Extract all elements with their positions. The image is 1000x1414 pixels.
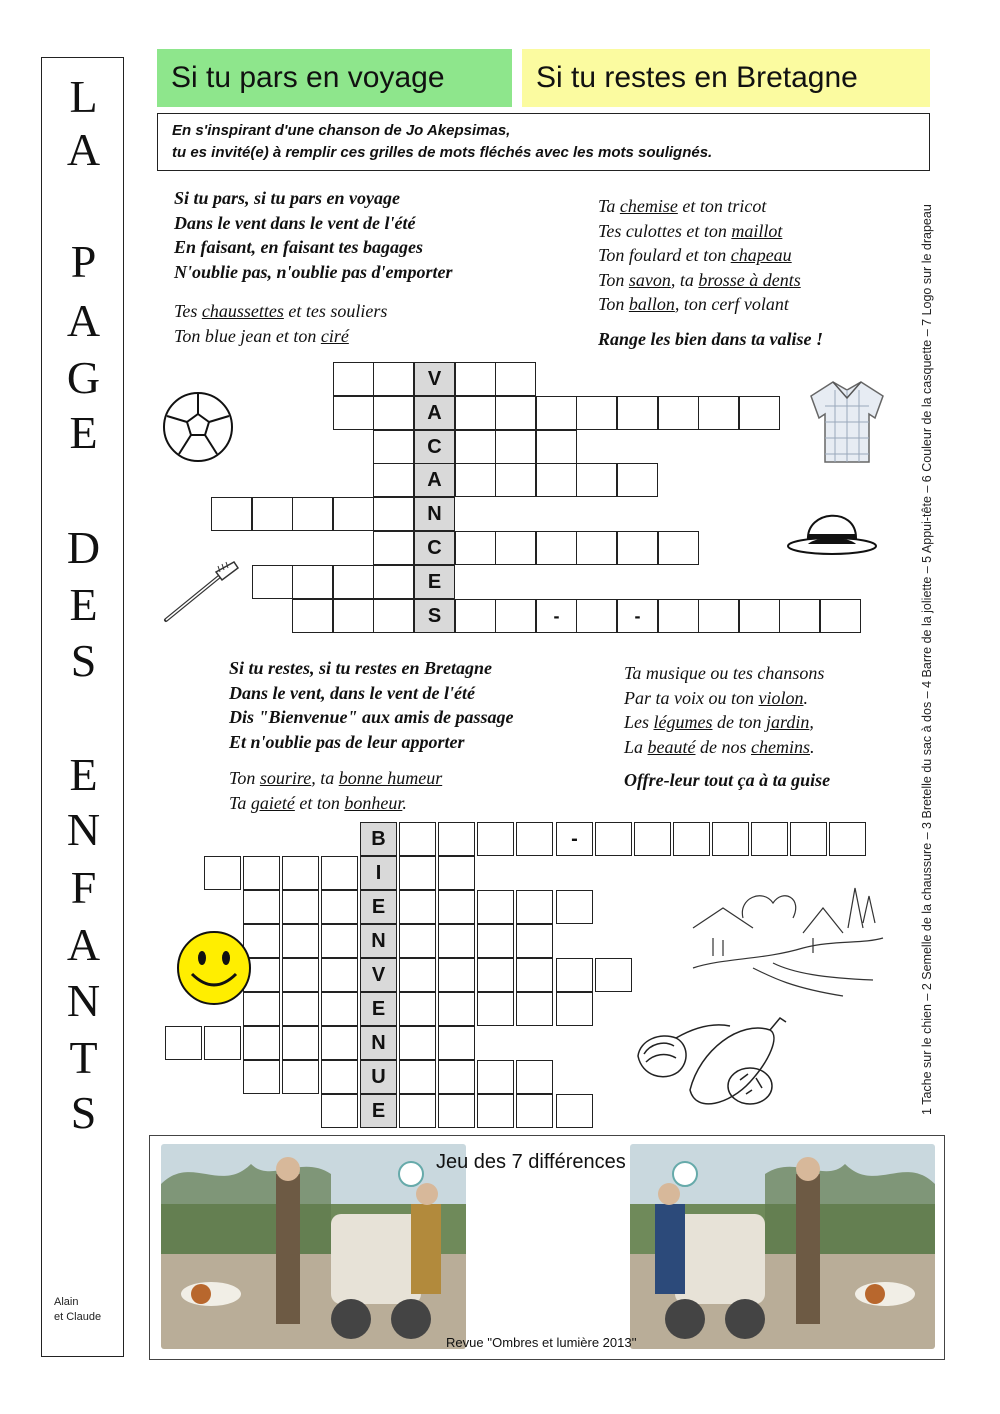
title-letter: G bbox=[66, 352, 101, 403]
photo-left bbox=[161, 1144, 466, 1349]
grid-cell[interactable] bbox=[333, 599, 374, 633]
poem-line: Par ta voix ou ton violon. bbox=[624, 687, 808, 708]
poem-line: Dans le vent, dans le vent de l'été bbox=[229, 682, 475, 703]
grid-cell[interactable] bbox=[243, 890, 280, 924]
grid-cell[interactable] bbox=[373, 362, 414, 396]
grid-cell[interactable] bbox=[790, 822, 827, 856]
grid-cell[interactable] bbox=[495, 430, 536, 464]
grid-cell[interactable] bbox=[438, 924, 475, 958]
vegetables-icon bbox=[630, 1010, 800, 1120]
photo-right-scene bbox=[630, 1144, 935, 1349]
grid-cell[interactable] bbox=[204, 1026, 241, 1060]
keyword-cell: E bbox=[360, 1094, 397, 1128]
grid-cell[interactable] bbox=[204, 856, 241, 890]
title-letter: A bbox=[66, 124, 101, 175]
smiley-icon bbox=[174, 930, 254, 1006]
grid-cell[interactable] bbox=[516, 1094, 553, 1128]
keyword-cell: E bbox=[360, 992, 397, 1026]
poem-line: Ton ballon, ton cerf volant bbox=[598, 294, 789, 314]
grid-cell[interactable] bbox=[399, 958, 436, 992]
keyword-cell: B bbox=[360, 822, 397, 856]
grid-cell[interactable] bbox=[282, 1026, 319, 1060]
poem-line: Si tu restes, si tu restes en Bretagne bbox=[229, 658, 493, 678]
grid-cell[interactable] bbox=[292, 497, 333, 531]
grid-cell[interactable] bbox=[321, 1094, 358, 1128]
grid-cell[interactable] bbox=[477, 1060, 514, 1094]
poem1-closing: Range les bien dans ta valise ! bbox=[598, 329, 824, 349]
grid-cell[interactable] bbox=[373, 565, 414, 599]
grid-cell[interactable] bbox=[779, 599, 820, 633]
grid-cell[interactable] bbox=[321, 992, 358, 1026]
grid-cell[interactable] bbox=[556, 890, 593, 924]
author-line: Alain bbox=[54, 1296, 79, 1308]
grid-cell[interactable] bbox=[399, 1060, 436, 1094]
poem-line: Ton foulard et ton chapeau bbox=[598, 245, 792, 265]
grid-cell[interactable] bbox=[495, 531, 536, 565]
grid-cell[interactable] bbox=[698, 396, 739, 430]
grid-cell[interactable] bbox=[455, 531, 496, 565]
grid-cell[interactable] bbox=[516, 992, 553, 1026]
grid-cell[interactable] bbox=[399, 822, 436, 856]
poem-line: Si tu pars, si tu pars en voyage bbox=[174, 188, 401, 208]
poem-line: Dans le vent dans le vent de l'été bbox=[174, 212, 416, 233]
poem-line: Ton sourire, ta bonne humeur bbox=[229, 768, 443, 788]
grid-cell[interactable] bbox=[673, 822, 710, 856]
poem-line: N'oublie pas, n'oublie pas d'emporter bbox=[174, 261, 453, 282]
grid-cell[interactable] bbox=[455, 430, 496, 464]
grid-cell[interactable] bbox=[321, 1026, 358, 1060]
grid-cell[interactable] bbox=[556, 1094, 593, 1128]
grid-cell[interactable] bbox=[495, 396, 536, 430]
grid-cell[interactable] bbox=[658, 396, 699, 430]
grid-cell[interactable] bbox=[438, 958, 475, 992]
poem2-stanza1 bbox=[229, 656, 514, 754]
grid-cell[interactable] bbox=[455, 599, 496, 633]
intro-line: tu es invité(e) à remplir ces grilles de mots fléchés avec les mots soulignés. bbox=[172, 144, 713, 161]
poem2-closing: Offre-leur tout ça à ta guise bbox=[624, 770, 831, 790]
grid-cell[interactable] bbox=[243, 1026, 280, 1060]
poem-line: Ton savon, ta brosse à dents bbox=[598, 269, 801, 290]
grid-cell[interactable] bbox=[438, 856, 475, 890]
keyword-cell: C bbox=[414, 430, 455, 464]
poem-line: Tes chaussettes et tes souliers bbox=[174, 301, 388, 321]
grid-cell[interactable] bbox=[455, 463, 496, 497]
title-letter: N bbox=[66, 804, 101, 855]
grid-cell[interactable] bbox=[243, 1060, 280, 1094]
title-letter: L bbox=[69, 71, 98, 122]
grid-cell[interactable] bbox=[252, 565, 293, 599]
author-line: et Claude bbox=[54, 1311, 102, 1323]
grid-cell[interactable] bbox=[399, 1026, 436, 1060]
title-letter: A bbox=[66, 919, 101, 970]
poem2-right bbox=[624, 661, 824, 759]
keyword-cell: N bbox=[414, 497, 455, 531]
title-letter: A bbox=[66, 295, 101, 346]
differences-answers: 1 Tache sur le chien – 2 Semelle de la chaussure – 3 Bretelle du sac à dos – 4 Barre de la joliette – 5 Appui-tête – 6 Couleur de la casquette – 7 Logo sur le drapeau bbox=[920, 204, 934, 1115]
header-right-title: Si tu restes en Bretagne bbox=[522, 49, 930, 107]
grid-cell[interactable] bbox=[739, 396, 780, 430]
grid-cell[interactable] bbox=[820, 599, 861, 633]
title-letter: E bbox=[69, 749, 98, 800]
shirt-icon bbox=[805, 376, 889, 466]
grid-cell[interactable] bbox=[477, 1094, 514, 1128]
grid-cell[interactable] bbox=[455, 396, 496, 430]
grid-cell[interactable] bbox=[658, 531, 699, 565]
grid-cell[interactable] bbox=[438, 1094, 475, 1128]
grid-cell[interactable] bbox=[617, 463, 658, 497]
poem-line: Ton blue jean et ton ciré bbox=[174, 325, 349, 346]
grid-cell[interactable] bbox=[438, 822, 475, 856]
grid-cell[interactable] bbox=[333, 497, 374, 531]
poem-line: La beauté de nos chemins. bbox=[624, 736, 815, 757]
keyword-cell: V bbox=[414, 362, 455, 396]
soccer-ball-icon bbox=[161, 390, 235, 464]
landscape-sketch-icon bbox=[683, 878, 888, 1003]
grid-cell[interactable] bbox=[292, 599, 333, 633]
grid-cell[interactable] bbox=[556, 992, 593, 1026]
grid-cell[interactable] bbox=[712, 822, 749, 856]
photo-right bbox=[630, 1144, 935, 1349]
title-letter: S bbox=[70, 1087, 97, 1138]
grid-cell[interactable] bbox=[698, 599, 739, 633]
keyword-cell: S bbox=[414, 599, 455, 633]
grid-cell[interactable] bbox=[536, 463, 577, 497]
grid-cell[interactable] bbox=[373, 497, 414, 531]
grid-cell[interactable] bbox=[282, 890, 319, 924]
grid-cell[interactable] bbox=[321, 958, 358, 992]
grid-cell[interactable] bbox=[576, 463, 617, 497]
intro-box bbox=[157, 113, 930, 171]
grid-cell[interactable] bbox=[399, 924, 436, 958]
grid-cell[interactable] bbox=[282, 992, 319, 1026]
title-letter: E bbox=[69, 579, 98, 630]
grid-cell[interactable] bbox=[165, 1026, 202, 1060]
grid-cell[interactable] bbox=[751, 822, 788, 856]
grid-cell[interactable] bbox=[282, 958, 319, 992]
grid-cell[interactable] bbox=[536, 396, 577, 430]
grid-cell[interactable] bbox=[399, 856, 436, 890]
grid-cell[interactable] bbox=[282, 1060, 319, 1094]
grid-cell[interactable] bbox=[477, 992, 514, 1026]
grid-cell[interactable] bbox=[399, 890, 436, 924]
grid-cell[interactable]: - bbox=[536, 599, 577, 633]
grid-cell[interactable] bbox=[516, 924, 553, 958]
grid-cell[interactable] bbox=[438, 992, 475, 1026]
keyword-cell: N bbox=[360, 924, 397, 958]
grid-cell[interactable] bbox=[595, 822, 632, 856]
grid-cell[interactable] bbox=[516, 958, 553, 992]
grid-cell[interactable] bbox=[477, 890, 514, 924]
keyword-cell: E bbox=[360, 890, 397, 924]
grid-cell[interactable] bbox=[373, 599, 414, 633]
keyword-cell: I bbox=[360, 856, 397, 890]
grid-cell[interactable] bbox=[739, 599, 780, 633]
grid-cell[interactable] bbox=[333, 565, 374, 599]
poem-line: Ta chemise et ton tricot bbox=[598, 196, 767, 216]
grid-cell[interactable] bbox=[333, 362, 374, 396]
keyword-cell: C bbox=[414, 531, 455, 565]
title-letter: F bbox=[70, 862, 97, 913]
grid-cell[interactable] bbox=[321, 856, 358, 890]
grid-cell[interactable] bbox=[477, 822, 514, 856]
poem-line: Dis "Bienvenue" aux amis de passage bbox=[229, 707, 514, 727]
keyword-cell: V bbox=[360, 958, 397, 992]
grid-cell[interactable] bbox=[658, 599, 699, 633]
poem-line: Tes culottes et ton maillot bbox=[598, 220, 783, 241]
grid-cell[interactable] bbox=[634, 822, 671, 856]
differences-caption: Revue ''Ombres et lumière 2013'' bbox=[446, 1335, 637, 1350]
grid-cell[interactable] bbox=[282, 856, 319, 890]
grid-cell[interactable] bbox=[321, 890, 358, 924]
grid-cell[interactable] bbox=[243, 856, 280, 890]
grid-cell[interactable] bbox=[438, 1060, 475, 1094]
photo-left-scene bbox=[161, 1144, 466, 1349]
grid-cell[interactable] bbox=[282, 924, 319, 958]
poem1-stanza2 bbox=[174, 299, 387, 348]
grid-cell[interactable] bbox=[617, 531, 658, 565]
grid-cell[interactable] bbox=[211, 497, 252, 531]
grid-cell[interactable] bbox=[495, 463, 536, 497]
grid-cell[interactable] bbox=[477, 958, 514, 992]
grid-cell[interactable] bbox=[373, 463, 414, 497]
grid-cell[interactable] bbox=[495, 362, 536, 396]
sidebar bbox=[41, 57, 124, 1357]
grid-cell[interactable]: - bbox=[556, 822, 593, 856]
grid-cell[interactable]: - bbox=[617, 599, 658, 633]
grid-cell[interactable] bbox=[576, 396, 617, 430]
poem2-stanza2 bbox=[229, 766, 442, 815]
poem-line: Et n'oublie pas de leur apporter bbox=[229, 731, 465, 752]
poem1-right bbox=[598, 194, 801, 317]
keyword-cell: U bbox=[360, 1060, 397, 1094]
grid-cell[interactable] bbox=[333, 396, 374, 430]
toothbrush-icon bbox=[160, 560, 240, 626]
differences-title: Jeu des 7 différences bbox=[436, 1151, 626, 1173]
grid-cell[interactable] bbox=[477, 924, 514, 958]
title-letter: D bbox=[66, 522, 101, 573]
intro-line: En s'inspirant d'une chanson de Jo Akepsimas, bbox=[172, 122, 511, 139]
grid-cell[interactable] bbox=[576, 599, 617, 633]
grid-cell[interactable] bbox=[495, 599, 536, 633]
poem1-stanza1 bbox=[174, 186, 453, 284]
grid-cell[interactable] bbox=[252, 497, 293, 531]
title-letter: N bbox=[66, 975, 101, 1026]
poem-line: Les légumes de ton jardin, bbox=[624, 712, 814, 732]
title-letter: E bbox=[69, 407, 98, 458]
grid-cell[interactable] bbox=[373, 430, 414, 464]
keyword-cell: N bbox=[360, 1026, 397, 1060]
grid-cell[interactable] bbox=[321, 1060, 358, 1094]
poem-line: Ta gaieté et ton bonheur. bbox=[229, 792, 407, 813]
grid-cell[interactable] bbox=[576, 531, 617, 565]
keyword-cell: E bbox=[414, 565, 455, 599]
hat-icon bbox=[786, 500, 878, 562]
grid-cell[interactable] bbox=[455, 362, 496, 396]
grid-cell[interactable] bbox=[399, 992, 436, 1026]
grid-cell[interactable] bbox=[617, 396, 658, 430]
title-letter: S bbox=[70, 635, 97, 686]
grid-cell[interactable] bbox=[536, 430, 577, 464]
grid-cell[interactable] bbox=[321, 924, 358, 958]
header-left-title: Si tu pars en voyage bbox=[157, 49, 512, 107]
title-letter: T bbox=[69, 1032, 98, 1083]
grid-cell[interactable] bbox=[399, 1094, 436, 1128]
grid-cell[interactable] bbox=[516, 822, 553, 856]
grid-cell[interactable] bbox=[373, 396, 414, 430]
keyword-cell: A bbox=[414, 396, 455, 430]
grid-cell[interactable] bbox=[595, 958, 632, 992]
grid-cell[interactable] bbox=[536, 531, 577, 565]
keyword-cell: A bbox=[414, 463, 455, 497]
poem-line: Ta musique ou tes chansons bbox=[624, 663, 825, 683]
grid-cell[interactable] bbox=[438, 890, 475, 924]
grid-cell[interactable] bbox=[556, 958, 593, 992]
grid-cell[interactable] bbox=[829, 822, 866, 856]
grid-cell[interactable] bbox=[438, 1026, 475, 1060]
grid-cell[interactable] bbox=[516, 1060, 553, 1094]
grid-cell[interactable] bbox=[373, 531, 414, 565]
grid-cell[interactable] bbox=[516, 890, 553, 924]
grid-cell[interactable] bbox=[292, 565, 333, 599]
poem-line: En faisant, en faisant tes bagages bbox=[174, 237, 424, 257]
title-letter: P bbox=[70, 236, 97, 287]
